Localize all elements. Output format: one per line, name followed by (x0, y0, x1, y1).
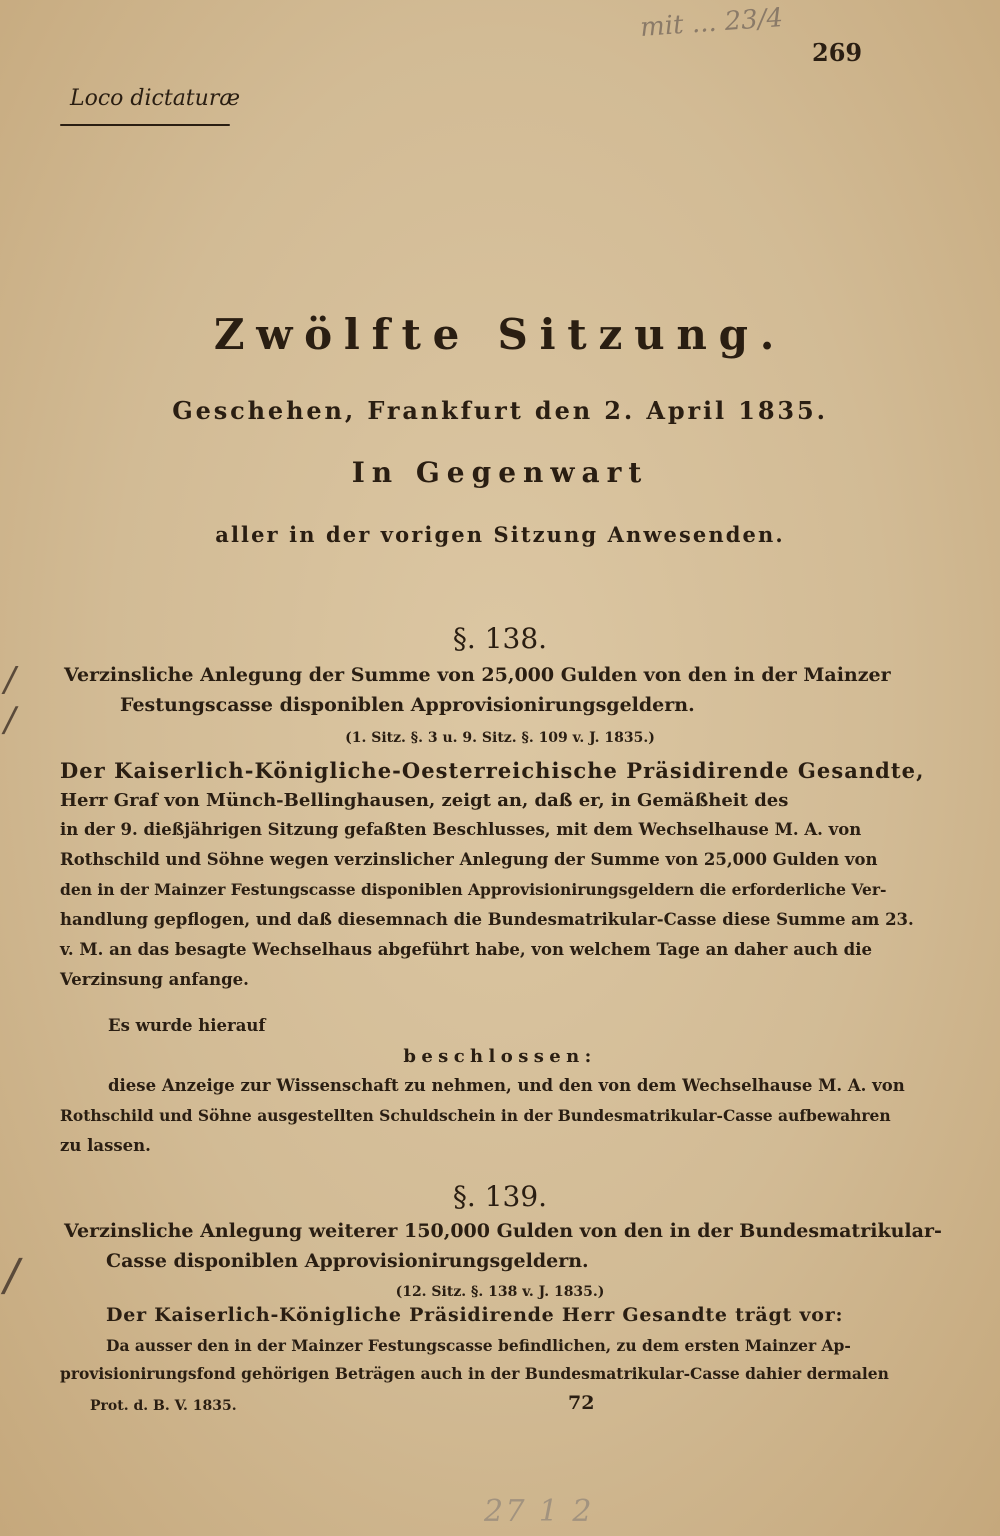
section-139-heading-line-2: Casse disponiblen Approvisionirungsgeldern. (106, 1250, 589, 1272)
section-138-heading-line-1: Verzinsliche Anlegung der Summe von 25,000 Gulden von den in der Mainzer (64, 664, 891, 686)
loco-dictaturae-stamp: Loco dictaturæ (70, 86, 241, 111)
section-138-line-4: Rothschild und Söhne wegen verzinslicher Anlegung der Summe von 25,000 Gulden von (60, 850, 878, 869)
section-138-line-5: den in der Mainzer Festungscasse disponiblen Approvisionirungsgeldern die erforderliche Ver- (60, 880, 887, 899)
section-139-line-2: Da ausser den in der Mainzer Festungscasse befindlichen, zu dem ersten Mainzer Ap- (106, 1336, 851, 1355)
session-date: Geschehen, Frankfurt den 2. April 1835. (172, 396, 828, 425)
section-138-heading-line-2: Festungscasse disponiblen Approvisionirungsgeldern. (120, 694, 695, 716)
handwritten-note-bottom: 27 1 2 (484, 1494, 594, 1529)
footer-sheet-number: 72 (568, 1392, 595, 1414)
section-139-line-1: Der Kaiserlich-Königliche Präsidirende Herr Gesandte trägt vor: (106, 1304, 844, 1326)
page-number: 269 (812, 38, 863, 67)
margin-mark-138: / ∕ (4, 660, 16, 740)
section-138-line-8: Verzinsung anfange. (60, 970, 249, 989)
section-138-line-1: Der Kaiserlich-Königliche-Oesterreichische Präsidirende Gesandte, (60, 758, 925, 783)
section-138-reference: (1. Sitz. §. 3 u. 9. Sitz. §. 109 v. J. 1835.) (345, 730, 655, 746)
resolution-138-line-2: Rothschild und Söhne ausgestellten Schuldschein in der Bundesmatrikular-Casse aufbewahren (60, 1106, 891, 1125)
section-139-heading-line-1: Verzinsliche Anlegung weiterer 150,000 Gulden von den in der Bundesmatrikular- (64, 1220, 942, 1242)
resolution-138-line-3: zu lassen. (60, 1136, 151, 1155)
resolved-138: beschlossen: (403, 1046, 597, 1067)
section-138-line-6: handlung gepflogen, und daß diesemnach die Bundesmatrikular-Casse diese Summe am 23. (60, 910, 914, 929)
section-139-number: §. 139. (452, 1180, 548, 1213)
presence-text: aller in der vorigen Sitzung Anwesenden. (215, 522, 785, 547)
section-138-line-2: Herr Graf von Münch-Bellinghausen, zeigt an, daß er, in Gemäßheit des (60, 790, 789, 811)
section-138-line-3: in der 9. dießjährigen Sitzung gefaßten Beschlusses, mit dem Wechselhause M. A. von (60, 820, 862, 839)
section-139-reference: (12. Sitz. §. 138 v. J. 1835.) (395, 1284, 605, 1300)
resolution-138-line-1: diese Anzeige zur Wissenschaft zu nehmen, und den von dem Wechselhause M. A. von (108, 1076, 905, 1095)
stamp-underline (60, 124, 230, 126)
session-title: Zwölfte Sitzung. (213, 310, 787, 359)
section-139-line-3: provisionirungsfond gehörigen Beträgen auch in der Bundesmatrikular-Casse dahier dermalen (60, 1364, 889, 1383)
handwritten-note-top: mit ... 23/4 (639, 3, 785, 43)
margin-mark-139: ∕ (4, 1250, 19, 1301)
resolution-intro-138: Es wurde hierauf (108, 1016, 266, 1035)
section-138-number: §. 138. (452, 622, 548, 655)
footer-signature: Prot. d. B. V. 1835. (90, 1398, 237, 1414)
section-138-line-7: v. M. an das besagte Wechselhaus abgeführt habe, von welchem Tage an daher auch die (60, 940, 872, 959)
presence-heading: In Gegenwart (351, 456, 649, 489)
